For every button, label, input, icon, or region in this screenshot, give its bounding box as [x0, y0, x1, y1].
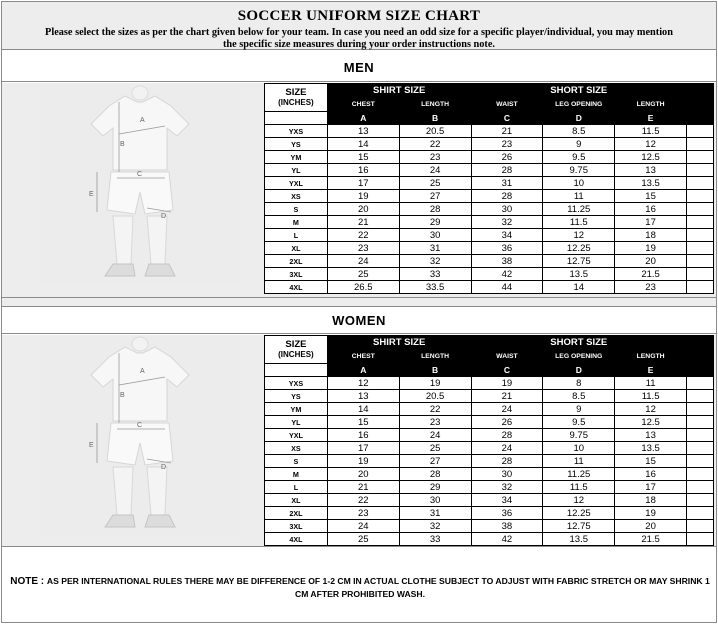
- value-cell: 14: [543, 281, 615, 294]
- value-cell: 32: [399, 520, 471, 533]
- measure-letter: A: [327, 112, 399, 125]
- size-unit: (INCHES): [278, 97, 314, 107]
- value-cell: 12.5: [615, 151, 687, 164]
- blank-cell: [687, 268, 714, 281]
- table-row: [265, 125, 714, 138]
- measure-letter: C: [471, 112, 543, 125]
- value-cell: 20: [615, 520, 687, 533]
- value-cell: 22: [327, 229, 399, 242]
- value-cell: 21: [471, 125, 543, 138]
- value-cell: 9.75: [543, 429, 615, 442]
- value-cell: 28: [471, 164, 543, 177]
- value-cell: 20: [327, 203, 399, 216]
- blank-cell: [687, 377, 714, 390]
- size-cell: 3XL: [265, 520, 328, 533]
- short-size-header: SHORT SIZE: [471, 336, 686, 350]
- blank-cell: [687, 429, 714, 442]
- table-row: [265, 377, 714, 390]
- size-cell: S: [265, 203, 328, 216]
- value-cell: 36: [471, 242, 543, 255]
- group-header-row: [265, 84, 714, 98]
- size-cell: M: [265, 468, 328, 481]
- size-label: SIZE: [285, 338, 307, 350]
- value-cell: 42: [471, 268, 543, 281]
- blank-cell: [687, 112, 714, 125]
- men-section: [2, 83, 716, 297]
- value-cell: 13.5: [615, 442, 687, 455]
- value-cell: 9.5: [543, 416, 615, 429]
- value-cell: 11: [543, 455, 615, 468]
- blank-cell: [687, 216, 714, 229]
- shirt-length-header: LENGTH: [399, 350, 471, 364]
- blank-cell: [687, 203, 714, 216]
- table-row: [265, 177, 714, 190]
- measure-label-d: D: [161, 213, 167, 220]
- value-cell: 31: [471, 177, 543, 190]
- size-cell: 3XL: [265, 268, 328, 281]
- value-cell: 18: [615, 494, 687, 507]
- size-cell: 4XL: [265, 281, 328, 294]
- value-cell: 23: [471, 138, 543, 151]
- value-cell: 30: [399, 229, 471, 242]
- table-row: [265, 533, 714, 546]
- value-cell: 21: [471, 390, 543, 403]
- table-row: [265, 494, 714, 507]
- value-cell: 23: [327, 242, 399, 255]
- value-cell: 32: [471, 216, 543, 229]
- value-cell: 19: [615, 507, 687, 520]
- value-cell: 28: [471, 190, 543, 203]
- blank-cell: [687, 190, 714, 203]
- size-unit: (INCHES): [278, 349, 314, 359]
- table-row: [265, 268, 714, 281]
- blank-cell: [687, 151, 714, 164]
- measure-letter: C: [471, 364, 543, 377]
- letter-row: [265, 364, 714, 377]
- size-cell: XL: [265, 242, 328, 255]
- measure-letter: B: [399, 364, 471, 377]
- measure-label-c: C: [137, 171, 143, 178]
- short-length-header: LENGTH: [615, 98, 687, 112]
- table-row: [265, 429, 714, 442]
- uniform-illustration: [39, 335, 240, 535]
- size-chart-frame: [1, 1, 717, 623]
- blank-cell: [687, 255, 714, 268]
- blank-cell: [687, 84, 714, 98]
- value-cell: 24: [327, 520, 399, 533]
- table-row: [265, 164, 714, 177]
- value-cell: 9.75: [543, 164, 615, 177]
- blank-cell: [687, 481, 714, 494]
- blank-cell: [687, 494, 714, 507]
- blank-cell: [687, 350, 714, 364]
- value-cell: 25: [327, 533, 399, 546]
- value-cell: 9: [543, 138, 615, 151]
- measure-letter: E: [615, 112, 687, 125]
- note-body: AS PER INTERNATIONAL RULES THERE MAY BE DIFFERENCE OF 1-2 CM IN ACTUAL CLOTHE SUBJECT TO ADJUST WITH FABRIC STRETCH OR MAY SHRINK 1 CM AFTER PROHIBITED WASH.: [46, 576, 710, 599]
- value-cell: 20.5: [399, 390, 471, 403]
- short-size-header: SHORT SIZE: [471, 84, 686, 98]
- value-cell: 11.5: [543, 481, 615, 494]
- table-row: [265, 216, 714, 229]
- value-cell: 23: [327, 507, 399, 520]
- value-cell: 14: [327, 403, 399, 416]
- blank-cell: [265, 112, 328, 125]
- size-cell: M: [265, 216, 328, 229]
- size-cell: S: [265, 455, 328, 468]
- waist-header: WAIST: [471, 98, 543, 112]
- measure-label-a: A: [140, 368, 145, 375]
- value-cell: 22: [399, 403, 471, 416]
- size-cell: 2XL: [265, 507, 328, 520]
- table-row: [265, 242, 714, 255]
- value-cell: 11: [543, 190, 615, 203]
- sub-header-row: [265, 98, 714, 112]
- group-header-row: [265, 336, 714, 350]
- value-cell: 36: [471, 507, 543, 520]
- value-cell: 13: [615, 164, 687, 177]
- blank-cell: [687, 442, 714, 455]
- value-cell: 12.75: [543, 520, 615, 533]
- value-cell: 8.5: [543, 125, 615, 138]
- letter-row: [265, 112, 714, 125]
- shirt-size-header: SHIRT SIZE: [327, 84, 471, 98]
- value-cell: 16: [615, 468, 687, 481]
- value-cell: 34: [471, 229, 543, 242]
- value-cell: 12: [543, 229, 615, 242]
- blank-cell: [687, 177, 714, 190]
- measure-label-b: B: [120, 392, 125, 399]
- measure-letter: D: [543, 364, 615, 377]
- value-cell: 31: [399, 507, 471, 520]
- size-cell: YM: [265, 151, 328, 164]
- value-cell: 11: [615, 377, 687, 390]
- blank-cell: [687, 403, 714, 416]
- size-cell: XS: [265, 190, 328, 203]
- blank-cell: [687, 138, 714, 151]
- value-cell: 20: [615, 255, 687, 268]
- leg-opening-header: LEG OPENING: [543, 350, 615, 364]
- value-cell: 16: [327, 429, 399, 442]
- table-row: [265, 455, 714, 468]
- value-cell: 25: [399, 442, 471, 455]
- value-cell: 12.25: [543, 507, 615, 520]
- table-row: [265, 442, 714, 455]
- chest-header: CHEST: [327, 98, 399, 112]
- value-cell: 33: [399, 533, 471, 546]
- blank-cell: [687, 390, 714, 403]
- blank-cell: [687, 125, 714, 138]
- value-cell: 16: [615, 203, 687, 216]
- value-cell: 38: [471, 255, 543, 268]
- value-cell: 27: [399, 455, 471, 468]
- value-cell: 13.5: [615, 177, 687, 190]
- blank-cell: [265, 364, 328, 377]
- value-cell: 12.75: [543, 255, 615, 268]
- value-cell: 19: [327, 190, 399, 203]
- size-cell: YXS: [265, 377, 328, 390]
- value-cell: 12: [327, 377, 399, 390]
- value-cell: 27: [399, 190, 471, 203]
- value-cell: 28: [399, 468, 471, 481]
- blank-cell: [687, 455, 714, 468]
- value-cell: 20: [327, 468, 399, 481]
- chart-header: [2, 2, 716, 50]
- table-row: [265, 229, 714, 242]
- size-cell: YL: [265, 164, 328, 177]
- size-column-header: [265, 336, 328, 364]
- value-cell: 23: [399, 416, 471, 429]
- women-section: [2, 335, 716, 546]
- value-cell: 44: [471, 281, 543, 294]
- value-cell: 24: [399, 164, 471, 177]
- men-size-table: [264, 83, 714, 294]
- value-cell: 17: [615, 216, 687, 229]
- value-cell: 15: [615, 190, 687, 203]
- blank-cell: [687, 468, 714, 481]
- blank-cell: [687, 507, 714, 520]
- size-cell: YM: [265, 403, 328, 416]
- value-cell: 29: [399, 216, 471, 229]
- value-cell: 23: [615, 281, 687, 294]
- value-cell: 20.5: [399, 125, 471, 138]
- blank-cell: [687, 242, 714, 255]
- measure-label-d: D: [161, 464, 167, 471]
- women-uniform-figure: [39, 335, 240, 535]
- waist-header: WAIST: [471, 350, 543, 364]
- value-cell: 15: [615, 455, 687, 468]
- value-cell: 11.25: [543, 203, 615, 216]
- value-cell: 11.5: [543, 216, 615, 229]
- blank-cell: [687, 229, 714, 242]
- value-cell: 19: [399, 377, 471, 390]
- value-cell: 12.25: [543, 242, 615, 255]
- size-label: SIZE: [285, 86, 307, 98]
- value-cell: 13.5: [543, 533, 615, 546]
- value-cell: 8: [543, 377, 615, 390]
- value-cell: 29: [399, 481, 471, 494]
- value-cell: 33: [399, 268, 471, 281]
- measure-letter: A: [327, 364, 399, 377]
- value-cell: 17: [615, 481, 687, 494]
- value-cell: 12: [543, 494, 615, 507]
- measure-letter: D: [543, 112, 615, 125]
- size-cell: XS: [265, 442, 328, 455]
- value-cell: 21.5: [615, 533, 687, 546]
- value-cell: 10: [543, 177, 615, 190]
- value-cell: 13: [327, 125, 399, 138]
- value-cell: 19: [327, 455, 399, 468]
- table-row: [265, 203, 714, 216]
- measure-label-c: C: [137, 422, 143, 429]
- value-cell: 13.5: [543, 268, 615, 281]
- value-cell: 28: [399, 203, 471, 216]
- table-row: [265, 390, 714, 403]
- size-cell: XL: [265, 494, 328, 507]
- table-row: [265, 255, 714, 268]
- value-cell: 28: [471, 455, 543, 468]
- value-cell: 30: [471, 203, 543, 216]
- value-cell: 21: [327, 216, 399, 229]
- size-cell: YL: [265, 416, 328, 429]
- value-cell: 25: [327, 268, 399, 281]
- value-cell: 24: [399, 429, 471, 442]
- blank-cell: [687, 98, 714, 112]
- value-cell: 32: [399, 255, 471, 268]
- value-cell: 22: [399, 138, 471, 151]
- value-cell: 34: [471, 494, 543, 507]
- leg-opening-header: LEG OPENING: [543, 98, 615, 112]
- short-length-header: LENGTH: [615, 350, 687, 364]
- value-cell: 10: [543, 442, 615, 455]
- value-cell: 30: [399, 494, 471, 507]
- table-row: [265, 468, 714, 481]
- blank-cell: [687, 533, 714, 546]
- value-cell: 19: [471, 377, 543, 390]
- value-cell: 15: [327, 416, 399, 429]
- value-cell: 13: [615, 429, 687, 442]
- measure-letter: E: [615, 364, 687, 377]
- value-cell: 18: [615, 229, 687, 242]
- size-cell: L: [265, 229, 328, 242]
- value-cell: 26: [471, 151, 543, 164]
- size-cell: YXL: [265, 429, 328, 442]
- table-row: [265, 190, 714, 203]
- shirt-size-header: SHIRT SIZE: [327, 336, 471, 350]
- value-cell: 33.5: [399, 281, 471, 294]
- table-row: [265, 151, 714, 164]
- shirt-length-header: LENGTH: [399, 98, 471, 112]
- value-cell: 26.5: [327, 281, 399, 294]
- intro-text: Please select the sizes as per the chart given below for your team. In case you need an odd size for a specific player/individual, you may mention the specific size measures during your order instructions note.: [45, 27, 673, 50]
- section-divider: [2, 297, 716, 306]
- value-cell: 38: [471, 520, 543, 533]
- blank-cell: [687, 336, 714, 350]
- value-cell: 21.5: [615, 268, 687, 281]
- size-cell: 4XL: [265, 533, 328, 546]
- size-cell: YS: [265, 390, 328, 403]
- value-cell: 13: [327, 390, 399, 403]
- sub-header-row: [265, 350, 714, 364]
- measure-label-a: A: [140, 117, 145, 124]
- value-cell: 23: [399, 151, 471, 164]
- value-cell: 8.5: [543, 390, 615, 403]
- value-cell: 12: [615, 403, 687, 416]
- blank-cell: [687, 520, 714, 533]
- value-cell: 22: [327, 494, 399, 507]
- value-cell: 17: [327, 177, 399, 190]
- value-cell: 12.5: [615, 416, 687, 429]
- table-row: [265, 416, 714, 429]
- uniform-illustration: [39, 84, 240, 284]
- value-cell: 15: [327, 151, 399, 164]
- value-cell: 21: [327, 481, 399, 494]
- value-cell: 31: [399, 242, 471, 255]
- note-area: [2, 546, 716, 622]
- page-title: SOCCER UNIFORM SIZE CHART: [237, 8, 481, 24]
- value-cell: 12: [615, 138, 687, 151]
- blank-cell: [687, 364, 714, 377]
- value-cell: 28: [471, 429, 543, 442]
- value-cell: 25: [399, 177, 471, 190]
- women-size-table: [264, 335, 714, 546]
- table-row: [265, 138, 714, 151]
- value-cell: 24: [327, 255, 399, 268]
- measure-label-e: E: [89, 442, 94, 449]
- measure-letter: B: [399, 112, 471, 125]
- size-cell: L: [265, 481, 328, 494]
- size-cell: YXS: [265, 125, 328, 138]
- measure-label-b: B: [120, 141, 125, 148]
- value-cell: 30: [471, 468, 543, 481]
- value-cell: 9: [543, 403, 615, 416]
- blank-cell: [687, 281, 714, 294]
- value-cell: 11.5: [615, 125, 687, 138]
- value-cell: 24: [471, 403, 543, 416]
- women-section-title: WOMEN: [2, 306, 716, 334]
- value-cell: 9.5: [543, 151, 615, 164]
- note-text: [7, 575, 713, 600]
- size-cell: 2XL: [265, 255, 328, 268]
- value-cell: 17: [327, 442, 399, 455]
- table-row: [265, 281, 714, 294]
- size-column-header: [265, 84, 328, 112]
- table-row: [265, 520, 714, 533]
- men-uniform-figure: [39, 84, 240, 284]
- blank-cell: [687, 416, 714, 429]
- table-row: [265, 403, 714, 416]
- men-section-title: MEN: [2, 54, 716, 82]
- chest-header: CHEST: [327, 350, 399, 364]
- value-cell: 26: [471, 416, 543, 429]
- value-cell: 11.5: [615, 390, 687, 403]
- measure-label-e: E: [89, 191, 94, 198]
- note-lead: NOTE :: [10, 576, 47, 587]
- table-row: [265, 507, 714, 520]
- blank-cell: [687, 164, 714, 177]
- value-cell: 14: [327, 138, 399, 151]
- value-cell: 24: [471, 442, 543, 455]
- size-cell: YXL: [265, 177, 328, 190]
- size-cell: YS: [265, 138, 328, 151]
- value-cell: 32: [471, 481, 543, 494]
- value-cell: 19: [615, 242, 687, 255]
- value-cell: 42: [471, 533, 543, 546]
- value-cell: 11.25: [543, 468, 615, 481]
- table-row: [265, 481, 714, 494]
- value-cell: 16: [327, 164, 399, 177]
